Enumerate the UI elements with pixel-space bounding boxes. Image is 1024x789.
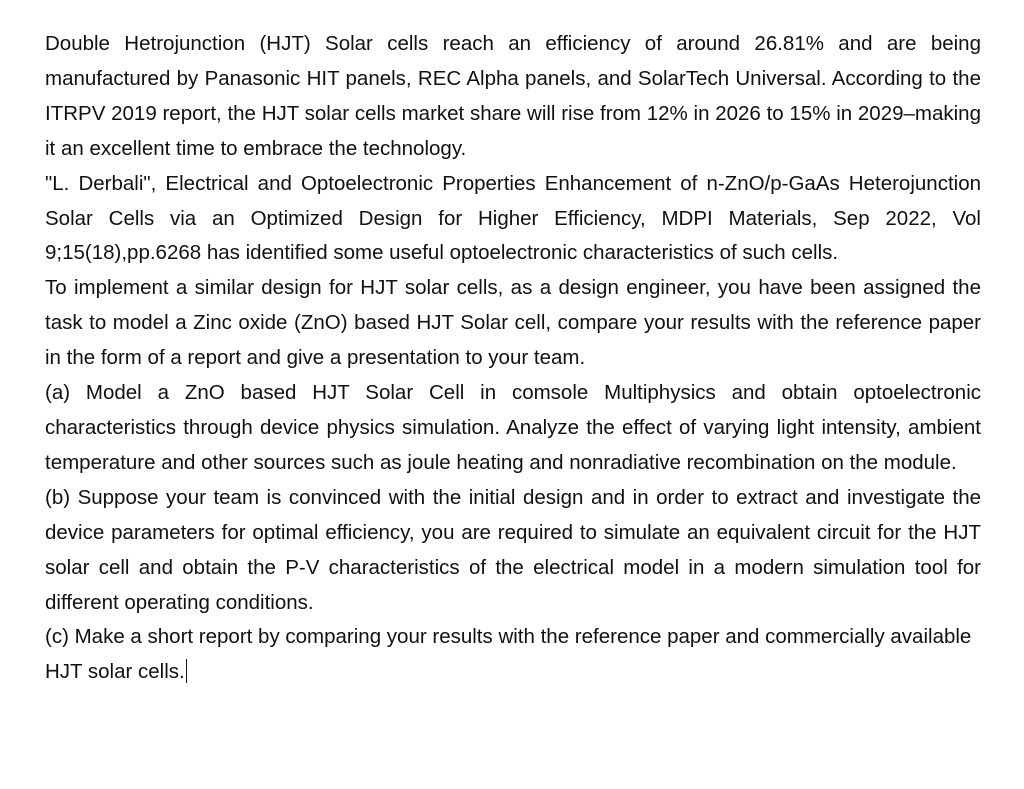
document-body[interactable] [45, 27, 981, 690]
paragraph-task-c-text: (c) Make a short report by comparing your results with the reference paper and commercially available HJT solar cells. [45, 625, 972, 684]
text-cursor [186, 659, 187, 683]
paragraph-task-b: (b) Suppose your team is convinced with the initial design and in order to extract and investigate the device parameters for optimal efficiency, you are required to simulate an equivalent circuit for the HJT solar cell and obtain the P-V characteristics of the electrical model in a modern simulation tool for different operating conditions. [45, 485, 981, 614]
paragraph-reference-paper: "L. Derbali", Electrical and Optoelectronic Properties Enhancement of n-ZnO/p-GaAs Heterojunction Solar Cells via an Optimized Design for Higher Efficiency, MDPI Materials, Sep 2022, Vol 9;15(18),pp.6268 has identified some useful optoelectronic characteristics of such cells. [45, 171, 981, 265]
paragraph-task-description: To implement a similar design for HJT solar cells, as a design engineer, you have been assigned the task to model a Zinc oxide (ZnO) based HJT Solar cell, compare your results with the reference paper in the form of a report and give a presentation to your team. [45, 276, 981, 370]
paragraph-hjt-intro: Double Hetrojunction (HJT) Solar cells reach an efficiency of around 26.81% and are being manufactured by Panasonic HIT panels, REC Alpha panels, and SolarTech Universal. According to the ITRPV 2019 report, the HJT solar cells market share will rise from 12% in 2026 to 15% in 2029–making it an excellent time to embrace the technology. [45, 32, 981, 160]
paragraph-task-c [45, 620, 981, 690]
paragraph-task-a: (a) Model a ZnO based HJT Solar Cell in comsole Multiphysics and obtain optoelectronic characteristics through device physics simulation. Analyze the effect of varying light intensity, ambient temperature and other sources such as joule heating and nonradiative recombination on the module. [45, 381, 981, 474]
